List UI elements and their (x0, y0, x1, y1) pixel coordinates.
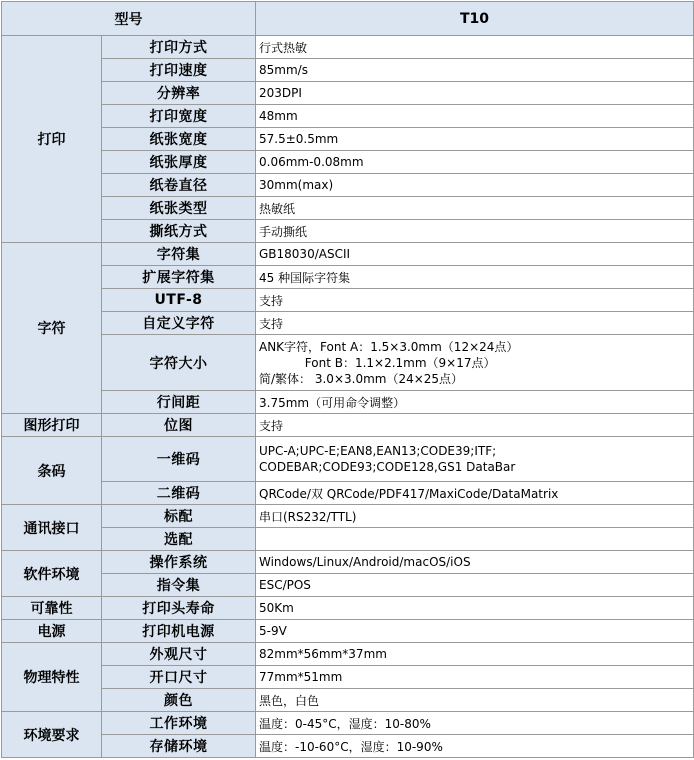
spec-label: 纸张厚度 (102, 151, 256, 174)
spec-label: UTF-8 (102, 289, 256, 312)
spec-label: 工作环境 (102, 712, 256, 735)
spec-label: 分辨率 (102, 82, 256, 105)
table-row (2, 712, 694, 735)
table-row (2, 36, 694, 59)
table-row (2, 643, 694, 666)
spec-value: 203DPI (256, 82, 694, 105)
spec-value: 77mm*51mm (256, 666, 694, 689)
spec-value: 温度：-10-60°C，湿度：10-90% (256, 735, 694, 758)
table-row (2, 128, 694, 151)
category-print: 打印 (2, 36, 102, 243)
value-line: UPC-A;UPC-E;EAN8,EAN13;CODE39;ITF; (259, 444, 497, 458)
spec-value: GB18030/ASCII (256, 243, 694, 266)
spec-label: 二维码 (102, 482, 256, 505)
spec-label: 撕纸方式 (102, 220, 256, 243)
table-row (2, 335, 694, 391)
spec-value: 82mm*56mm*37mm (256, 643, 694, 666)
table-row (2, 289, 694, 312)
spec-value: 串口(RS232/TTL) (256, 505, 694, 528)
table-row (2, 528, 694, 551)
table-row (2, 59, 694, 82)
table-row (2, 551, 694, 574)
category-environment: 环境要求 (2, 712, 102, 758)
spec-label: 字符集 (102, 243, 256, 266)
spec-label: 标配 (102, 505, 256, 528)
spec-label: 颜色 (102, 689, 256, 712)
spec-label: 一维码 (102, 437, 256, 482)
table-row (2, 151, 694, 174)
table-row (2, 105, 694, 128)
spec-label: 字符大小 (102, 335, 256, 391)
value-line: Font B：1.1×2.1mm（9×17点） (259, 355, 496, 370)
spec-value: Windows/Linux/Android/macOS/iOS (256, 551, 694, 574)
table-row (2, 82, 694, 105)
table-row (2, 414, 694, 437)
spec-value: 手动撕纸 (256, 220, 694, 243)
spec-value: 50Km (256, 597, 694, 620)
spec-value: 支持 (256, 289, 694, 312)
spec-value: 支持 (256, 312, 694, 335)
spec-label: 行间距 (102, 391, 256, 414)
table-row (2, 174, 694, 197)
spec-value: 支持 (256, 414, 694, 437)
spec-value: 3.75mm（可用命令调整） (256, 391, 694, 414)
category-software: 软件环境 (2, 551, 102, 597)
category-reliability: 可靠性 (2, 597, 102, 620)
spec-label: 开口尺寸 (102, 666, 256, 689)
spec-value: 85mm/s (256, 59, 694, 82)
table-row (2, 437, 694, 482)
spec-label: 选配 (102, 528, 256, 551)
spec-value: 黑色，白色 (256, 689, 694, 712)
category-graphics: 图形打印 (2, 414, 102, 437)
spec-value: QRCode/双 QRCode/PDF417/MaxiCode/DataMatrix (256, 482, 694, 505)
spec-label: 纸张类型 (102, 197, 256, 220)
model-label: 型号 (2, 2, 256, 36)
category-chars: 字符 (2, 243, 102, 414)
header-row (2, 2, 694, 36)
spec-value (256, 437, 694, 482)
spec-label: 位图 (102, 414, 256, 437)
value-line: 简/繁体： 3.0×3.0mm（24×25点） (259, 371, 464, 386)
spec-value: 48mm (256, 105, 694, 128)
table-row (2, 666, 694, 689)
spec-label: 打印头寿命 (102, 597, 256, 620)
value-line: ANK字符，Font A：1.5×3.0mm（12×24点） (259, 339, 519, 354)
table-row (2, 735, 694, 758)
table-row (2, 574, 694, 597)
spec-value (256, 528, 694, 551)
spec-value: 0.06mm-0.08mm (256, 151, 694, 174)
model-value: T10 (256, 2, 694, 36)
spec-value (256, 335, 694, 391)
spec-label: 扩展字符集 (102, 266, 256, 289)
spec-value: 行式热敏 (256, 36, 694, 59)
category-interface: 通讯接口 (2, 505, 102, 551)
spec-value: 30mm(max) (256, 174, 694, 197)
value-line: CODEBAR;CODE93;CODE128,GS1 DataBar (259, 460, 516, 474)
category-physical: 物理特性 (2, 643, 102, 712)
table-row (2, 266, 694, 289)
table-row (2, 197, 694, 220)
table-row (2, 505, 694, 528)
table-row (2, 220, 694, 243)
spec-label: 操作系统 (102, 551, 256, 574)
spec-label: 打印速度 (102, 59, 256, 82)
spec-value: 5-9V (256, 620, 694, 643)
spec-label: 纸卷直径 (102, 174, 256, 197)
spec-label: 自定义字符 (102, 312, 256, 335)
spec-label: 打印方式 (102, 36, 256, 59)
spec-value: 温度：0-45°C，湿度：10-80% (256, 712, 694, 735)
table-row (2, 482, 694, 505)
spec-label: 打印宽度 (102, 105, 256, 128)
spec-label: 指令集 (102, 574, 256, 597)
table-row (2, 597, 694, 620)
spec-value: ESC/POS (256, 574, 694, 597)
spec-label: 纸张宽度 (102, 128, 256, 151)
spec-table (1, 1, 694, 758)
category-power: 电源 (2, 620, 102, 643)
table-row (2, 620, 694, 643)
table-row (2, 243, 694, 266)
spec-value: 45 种国际字符集 (256, 266, 694, 289)
category-barcode: 条码 (2, 437, 102, 505)
table-row (2, 312, 694, 335)
table-row (2, 689, 694, 712)
spec-label: 打印机电源 (102, 620, 256, 643)
table-row (2, 391, 694, 414)
spec-value: 57.5±0.5mm (256, 128, 694, 151)
spec-value: 热敏纸 (256, 197, 694, 220)
spec-label: 存储环境 (102, 735, 256, 758)
spec-label: 外观尺寸 (102, 643, 256, 666)
